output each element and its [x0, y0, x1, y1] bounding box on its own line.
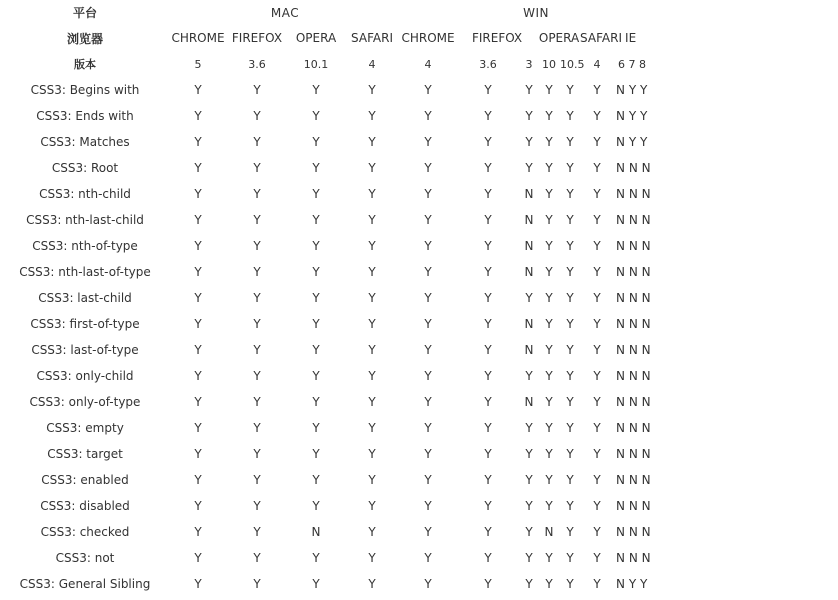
support-cell: Y	[253, 135, 261, 149]
support-cell: Y	[424, 187, 432, 201]
support-cell: Y	[593, 239, 601, 253]
support-cell: Y	[424, 83, 432, 97]
support-cell: Y	[525, 525, 533, 539]
table-row	[0, 77, 672, 103]
support-cell: Y	[312, 499, 320, 513]
support-cell: Y	[525, 551, 533, 565]
support-cell: Y	[484, 395, 492, 409]
support-cell: Y	[484, 473, 492, 487]
support-cell: Y	[312, 447, 320, 461]
feature-cell: CSS3: first-of-type	[30, 317, 140, 331]
support-cell: Y	[312, 291, 320, 305]
support-cell: Y	[593, 265, 601, 279]
support-cell: Y	[545, 551, 553, 565]
support-cell: N N N	[616, 551, 651, 565]
support-cell: Y	[194, 317, 202, 331]
support-cell: Y	[484, 317, 492, 331]
support-cell: Y	[312, 239, 320, 253]
support-cell: Y	[566, 213, 574, 227]
support-cell: Y	[368, 187, 376, 201]
support-cell: Y	[253, 577, 261, 591]
support-cell: Y	[253, 187, 261, 201]
support-cell: Y	[424, 317, 432, 331]
support-cell: Y	[484, 187, 492, 201]
support-cell: Y	[593, 551, 601, 565]
support-cell: Y	[593, 187, 601, 201]
support-cell: Y	[368, 317, 376, 331]
table-row	[0, 571, 672, 597]
support-cell: Y	[312, 473, 320, 487]
support-cell: Y	[368, 343, 376, 357]
support-cell: Y	[312, 343, 320, 357]
support-cell: Y	[253, 551, 261, 565]
support-cell: N	[524, 317, 534, 331]
support-cell: Y	[194, 369, 202, 383]
support-cell: N N N	[616, 343, 651, 357]
support-cell: Y	[424, 577, 432, 591]
support-cell: Y	[312, 369, 320, 383]
support-cell: N N N	[616, 317, 651, 331]
feature-cell: CSS3: checked	[40, 525, 130, 539]
support-cell: Y	[253, 161, 261, 175]
feature-cell: CSS3: enabled	[41, 473, 129, 487]
browser-label: 浏览器	[66, 31, 103, 46]
support-cell: Y	[525, 369, 533, 383]
support-cell: Y	[566, 317, 574, 331]
support-cell: N N N	[616, 369, 651, 383]
platform-row	[0, 0, 672, 25]
support-cell: Y	[566, 265, 574, 279]
platform-label: 平台	[72, 6, 97, 20]
feature-cell: CSS3: nth-last-of-type	[19, 265, 151, 279]
support-cell: N N N	[616, 291, 651, 305]
support-cell: Y	[545, 213, 553, 227]
support-cell: Y	[593, 161, 601, 175]
support-cell: Y	[312, 395, 320, 409]
win-firefox-version: 3.6	[479, 57, 497, 71]
support-cell: N N N	[616, 421, 651, 435]
support-cell: Y	[566, 395, 574, 409]
support-cell: Y	[525, 499, 533, 513]
support-cell: Y	[484, 109, 492, 123]
support-cell: N N N	[616, 473, 651, 487]
table-row	[0, 389, 672, 415]
feature-cell: CSS3: nth-last-child	[26, 213, 144, 227]
support-cell: Y	[253, 525, 261, 539]
support-cell: Y	[566, 473, 574, 487]
support-cell: Y	[545, 395, 553, 409]
support-cell: Y	[593, 421, 601, 435]
win-group-header: WIN	[523, 5, 550, 20]
table-row	[0, 467, 672, 493]
support-cell: N Y Y	[616, 577, 648, 591]
support-cell: Y	[545, 577, 553, 591]
support-cell: Y	[424, 213, 432, 227]
support-cell: Y	[424, 395, 432, 409]
mac-safari-header: SAFARI	[351, 31, 393, 45]
support-cell: N Y Y	[616, 109, 648, 123]
support-cell: Y	[593, 577, 601, 591]
support-cell: Y	[312, 135, 320, 149]
table-row	[0, 155, 672, 181]
support-cell: Y	[253, 447, 261, 461]
table-row	[0, 415, 672, 441]
support-cell: Y	[593, 369, 601, 383]
support-cell: N N N	[616, 187, 651, 201]
support-cell: Y	[368, 551, 376, 565]
table-row	[0, 493, 672, 519]
support-cell: Y	[484, 83, 492, 97]
table-row	[0, 181, 672, 207]
win-opera-header: OPERA	[538, 31, 580, 45]
support-cell: Y	[484, 161, 492, 175]
support-cell: Y	[593, 343, 601, 357]
support-cell: Y	[545, 109, 553, 123]
mac-chrome-header: CHROME	[171, 31, 225, 45]
support-cell: Y	[484, 551, 492, 565]
version-row	[0, 51, 672, 77]
support-cell: N N N	[616, 499, 651, 513]
support-cell: Y	[368, 499, 376, 513]
support-cell: Y	[545, 187, 553, 201]
table-row	[0, 441, 672, 467]
support-cell: Y	[312, 213, 320, 227]
support-cell: Y	[253, 499, 261, 513]
support-cell: Y	[566, 421, 574, 435]
support-cell: Y	[545, 499, 553, 513]
support-cell: Y	[545, 161, 553, 175]
support-cell: Y	[194, 473, 202, 487]
support-cell: N N N	[616, 161, 651, 175]
support-cell: Y	[424, 499, 432, 513]
mac-opera-header: OPERA	[295, 31, 337, 45]
support-cell: Y	[566, 187, 574, 201]
feature-cell: CSS3: Begins with	[30, 83, 140, 97]
support-cell: Y	[593, 291, 601, 305]
win-chrome-version: 4	[424, 57, 432, 71]
support-cell: Y	[368, 109, 376, 123]
win-chrome-header: CHROME	[401, 31, 455, 45]
table-row	[0, 285, 672, 311]
support-cell: N N N	[616, 213, 651, 227]
support-cell: Y	[424, 343, 432, 357]
support-cell: Y	[593, 213, 601, 227]
support-cell: Y	[194, 135, 202, 149]
support-cell: Y	[593, 395, 601, 409]
mac-firefox-version: 3.6	[248, 57, 266, 71]
support-cell: Y	[566, 109, 574, 123]
support-cell: N	[524, 265, 534, 279]
support-cell: N	[524, 187, 534, 201]
feature-cell: CSS3: last-child	[38, 291, 132, 305]
feature-cell: CSS3: Ends with	[36, 109, 134, 123]
support-cell: Y	[424, 291, 432, 305]
support-cell: Y	[545, 421, 553, 435]
support-cell: Y	[525, 291, 533, 305]
support-cell: N	[524, 343, 534, 357]
support-cell: Y	[253, 213, 261, 227]
support-cell: Y	[424, 135, 432, 149]
support-cell: Y	[525, 161, 533, 175]
feature-cell: CSS3: only-child	[36, 369, 134, 383]
support-cell: N	[524, 213, 534, 227]
support-cell: Y	[253, 317, 261, 331]
support-cell: Y	[484, 577, 492, 591]
win-opera-version-2: 10.5	[560, 57, 585, 71]
support-cell: Y	[194, 395, 202, 409]
support-cell: Y	[424, 239, 432, 253]
support-cell: Y	[424, 369, 432, 383]
support-cell: Y	[424, 447, 432, 461]
support-cell: Y	[566, 525, 574, 539]
support-cell: Y	[368, 421, 376, 435]
support-cell: Y	[484, 421, 492, 435]
support-cell: Y	[593, 83, 601, 97]
support-cell: Y	[566, 369, 574, 383]
support-cell: Y	[525, 109, 533, 123]
support-cell: Y	[424, 551, 432, 565]
win-opera-version: 10	[542, 57, 557, 71]
feature-cell: CSS3: Matches	[40, 135, 130, 149]
support-cell: Y	[312, 551, 320, 565]
browser-row	[0, 25, 672, 51]
support-cell: Y	[194, 265, 202, 279]
support-cell: Y	[368, 161, 376, 175]
support-cell: Y	[484, 265, 492, 279]
support-cell: Y	[424, 473, 432, 487]
support-cell: Y	[593, 499, 601, 513]
feature-cell: CSS3: empty	[46, 421, 124, 435]
support-cell: Y	[593, 109, 601, 123]
support-cell: Y	[253, 265, 261, 279]
support-cell: Y	[424, 265, 432, 279]
support-cell: Y	[253, 343, 261, 357]
feature-cell: CSS3: nth-of-type	[32, 239, 138, 253]
support-cell: Y	[194, 525, 202, 539]
support-cell: Y	[194, 421, 202, 435]
support-cell: N Y Y	[616, 83, 648, 97]
support-cell: Y	[194, 499, 202, 513]
support-cell: Y	[424, 525, 432, 539]
win-firefox-version-2: 3	[525, 57, 533, 71]
support-cell: Y	[484, 525, 492, 539]
table-row	[0, 233, 672, 259]
win-safari-header: SAFARI	[580, 31, 622, 45]
support-cell: N	[524, 395, 534, 409]
support-cell: Y	[368, 447, 376, 461]
support-cell: Y	[566, 577, 574, 591]
support-cell: Y	[566, 239, 574, 253]
support-cell: Y	[194, 187, 202, 201]
mac-group-header: MAC	[270, 5, 300, 20]
support-cell: N Y Y	[616, 135, 648, 149]
support-cell: Y	[525, 447, 533, 461]
support-cell: Y	[194, 239, 202, 253]
support-cell: Y	[368, 239, 376, 253]
win-ie-versions: 6 7 8	[618, 57, 647, 71]
support-cell: Y	[368, 291, 376, 305]
support-cell: Y	[593, 317, 601, 331]
support-cell: Y	[545, 447, 553, 461]
support-cell: Y	[545, 343, 553, 357]
support-cell: Y	[368, 213, 376, 227]
support-cell: Y	[253, 369, 261, 383]
mac-chrome-version: 5	[194, 57, 202, 71]
support-cell: N N N	[616, 239, 651, 253]
feature-cell: CSS3: nth-child	[39, 187, 131, 201]
feature-cell: CSS3: Root	[51, 161, 119, 175]
support-cell: Y	[368, 473, 376, 487]
support-cell: Y	[484, 499, 492, 513]
support-cell: Y	[194, 83, 202, 97]
support-cell: Y	[566, 447, 574, 461]
support-cell: Y	[545, 265, 553, 279]
support-cell: Y	[368, 265, 376, 279]
support-cell: Y	[368, 135, 376, 149]
table-row	[0, 363, 672, 389]
win-ie-header: IE	[625, 31, 637, 45]
support-cell: Y	[253, 239, 261, 253]
support-cell: Y	[312, 161, 320, 175]
support-cell: Y	[566, 161, 574, 175]
support-cell: Y	[484, 369, 492, 383]
support-cell: Y	[424, 421, 432, 435]
table-row	[0, 259, 672, 285]
support-cell: Y	[368, 83, 376, 97]
support-cell: Y	[194, 291, 202, 305]
support-cell: Y	[194, 343, 202, 357]
support-cell: Y	[545, 317, 553, 331]
support-cell: Y	[484, 447, 492, 461]
support-cell: Y	[253, 83, 261, 97]
support-cell: Y	[525, 421, 533, 435]
support-cell: Y	[312, 421, 320, 435]
mac-safari-version: 4	[368, 57, 376, 71]
mac-opera-version: 10.1	[303, 57, 329, 71]
support-cell: Y	[312, 83, 320, 97]
support-cell: Y	[368, 577, 376, 591]
support-cell: Y	[593, 447, 601, 461]
support-cell: Y	[253, 291, 261, 305]
feature-cell: CSS3: not	[55, 551, 115, 565]
support-cell: Y	[253, 109, 261, 123]
support-cell: Y	[545, 369, 553, 383]
support-cell: N N N	[616, 525, 651, 539]
support-cell: N	[524, 239, 534, 253]
feature-cell: CSS3: target	[47, 447, 123, 461]
support-cell: Y	[484, 343, 492, 357]
win-firefox-header: FIREFOX	[471, 31, 523, 45]
support-cell: Y	[525, 577, 533, 591]
support-cell: Y	[566, 551, 574, 565]
support-cell: Y	[566, 135, 574, 149]
feature-cell: CSS3: General Sibling	[19, 577, 151, 591]
support-cell: N N N	[616, 447, 651, 461]
support-cell: Y	[368, 395, 376, 409]
mac-firefox-header: FIREFOX	[231, 31, 283, 45]
support-cell: Y	[194, 213, 202, 227]
support-cell: Y	[566, 343, 574, 357]
support-cell: Y	[194, 447, 202, 461]
support-cell: Y	[525, 473, 533, 487]
support-cell: Y	[484, 239, 492, 253]
support-cell: Y	[312, 187, 320, 201]
support-cell: Y	[253, 421, 261, 435]
table-row	[0, 311, 672, 337]
support-cell: Y	[194, 551, 202, 565]
support-cell: Y	[368, 525, 376, 539]
support-cell: Y	[194, 109, 202, 123]
support-cell: Y	[253, 395, 261, 409]
table-row	[0, 337, 672, 363]
support-cell: Y	[312, 265, 320, 279]
support-cell: N	[311, 525, 321, 539]
table-row	[0, 103, 672, 129]
support-cell: Y	[545, 135, 553, 149]
table-row	[0, 519, 672, 545]
support-cell: Y	[424, 161, 432, 175]
support-cell: Y	[312, 577, 320, 591]
support-cell: Y	[593, 135, 601, 149]
support-cell: Y	[312, 109, 320, 123]
feature-cell: CSS3: only-of-type	[29, 395, 141, 409]
support-cell: Y	[545, 291, 553, 305]
support-cell: N	[544, 525, 554, 539]
support-cell: Y	[484, 213, 492, 227]
win-safari-version: 4	[593, 57, 601, 71]
support-cell: Y	[545, 83, 553, 97]
support-cell: Y	[593, 473, 601, 487]
support-cell: Y	[312, 317, 320, 331]
table-row	[0, 545, 672, 571]
support-cell: Y	[525, 135, 533, 149]
support-cell: Y	[545, 239, 553, 253]
support-cell: Y	[253, 473, 261, 487]
support-cell: Y	[484, 135, 492, 149]
support-cell: Y	[424, 109, 432, 123]
support-cell: N N N	[616, 265, 651, 279]
table-row	[0, 207, 672, 233]
feature-cell: CSS3: last-of-type	[31, 343, 139, 357]
support-cell: Y	[566, 499, 574, 513]
version-label: 版本	[74, 58, 96, 71]
support-cell: Y	[484, 291, 492, 305]
support-cell: Y	[194, 161, 202, 175]
support-cell: Y	[368, 369, 376, 383]
support-cell: Y	[194, 577, 202, 591]
support-cell: Y	[525, 83, 533, 97]
support-cell: Y	[545, 473, 553, 487]
support-cell: Y	[593, 525, 601, 539]
support-cell: Y	[566, 83, 574, 97]
table-row	[0, 129, 672, 155]
support-cell: N N N	[616, 395, 651, 409]
support-cell: Y	[566, 291, 574, 305]
feature-cell: CSS3: disabled	[40, 499, 130, 513]
